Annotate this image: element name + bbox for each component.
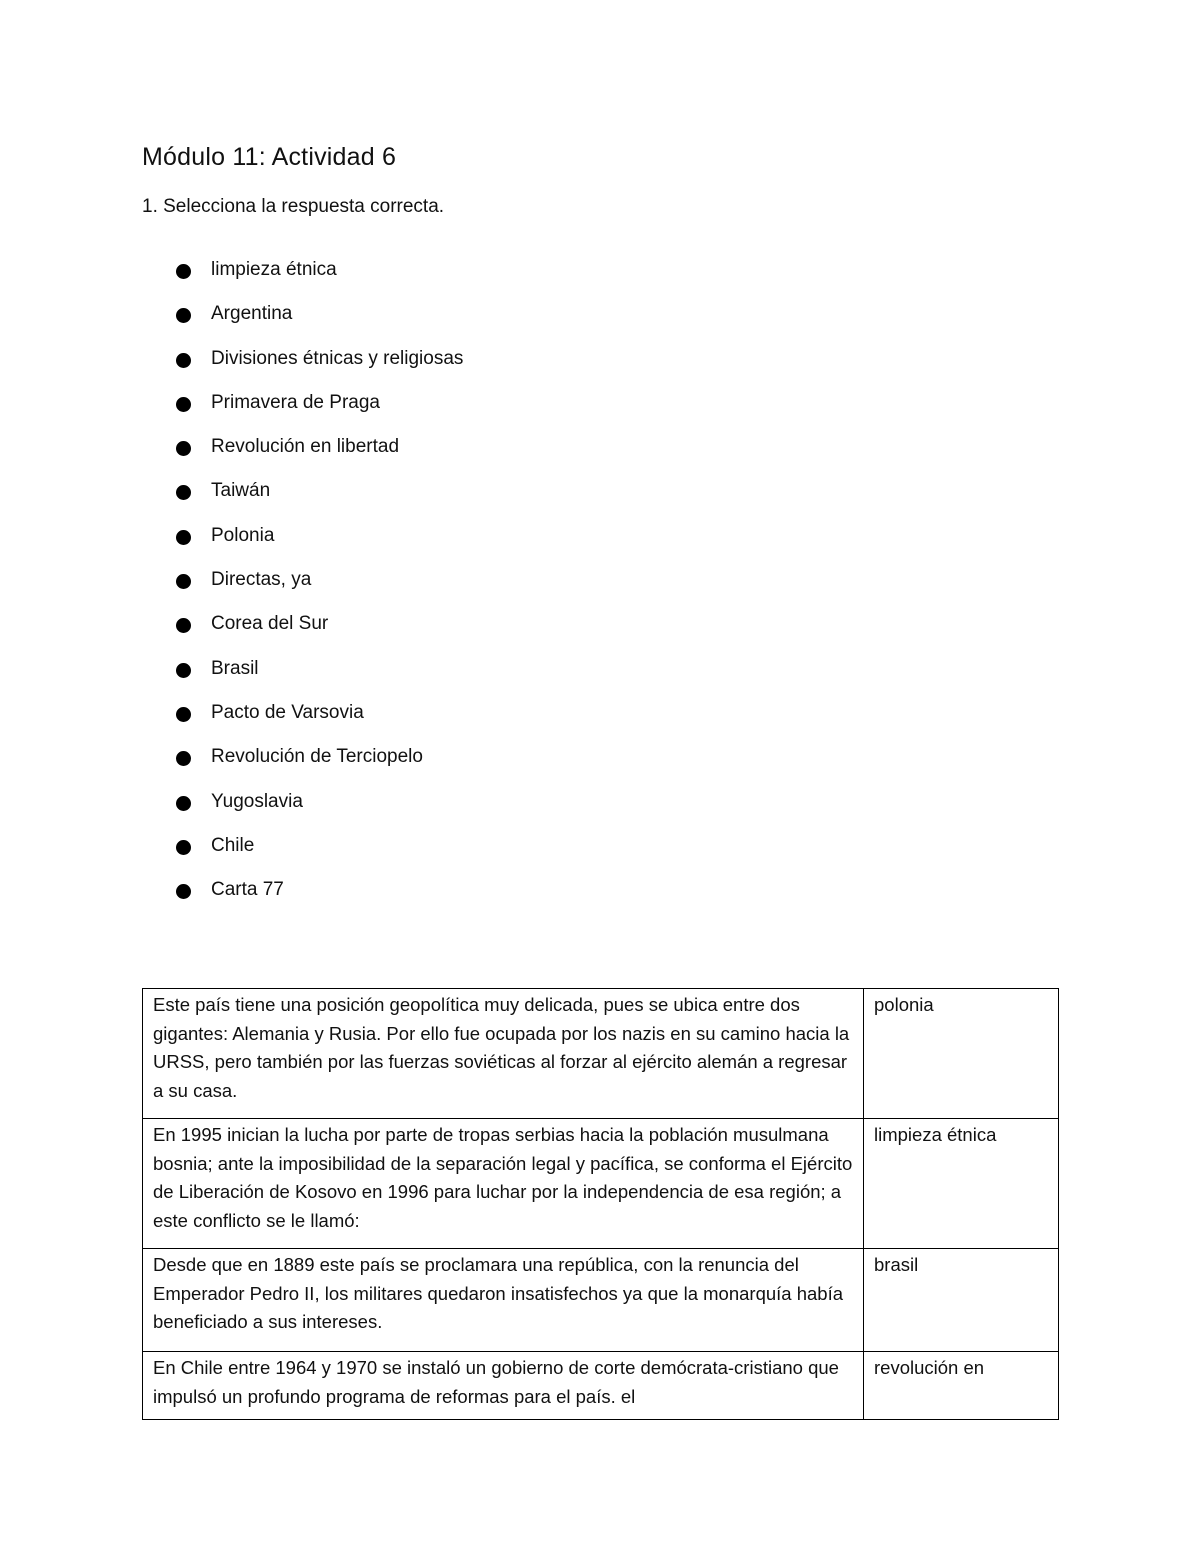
table-row bbox=[143, 1119, 1059, 1249]
list-item bbox=[176, 256, 463, 300]
instruction-text: 1. Selecciona la respuesta correcta. bbox=[142, 196, 445, 217]
question-cell bbox=[143, 1352, 864, 1420]
option-label: Directas, ya bbox=[211, 569, 312, 591]
bullet-icon bbox=[176, 308, 191, 323]
list-item bbox=[176, 345, 463, 389]
table-row bbox=[143, 989, 1059, 1119]
list-item bbox=[176, 433, 463, 477]
list-item bbox=[176, 876, 463, 920]
list-item bbox=[176, 743, 463, 787]
bullet-icon bbox=[176, 530, 191, 545]
bullet-icon bbox=[176, 264, 191, 279]
option-label: Revolución en libertad bbox=[211, 436, 400, 458]
option-label: Argentina bbox=[211, 303, 293, 325]
option-label: Pacto de Varsovia bbox=[211, 701, 364, 723]
bullet-icon bbox=[176, 441, 191, 456]
answer-cell: polonia bbox=[864, 989, 1059, 1119]
list-item bbox=[176, 522, 463, 566]
list-item bbox=[176, 566, 463, 610]
answer-options-list bbox=[176, 256, 463, 920]
table-row bbox=[143, 1352, 1059, 1420]
answer-cell: revolución en bbox=[864, 1352, 1059, 1420]
option-label: Primavera de Praga bbox=[211, 391, 380, 413]
bullet-icon bbox=[176, 353, 191, 368]
option-label: Polonia bbox=[211, 524, 275, 546]
question-text: En Chile entre 1964 y 1970 se instaló un gobierno de corte demócrata-cristiano que impulsó un profundo programa de reformas para el país. el bbox=[153, 1357, 839, 1407]
question-cell: Desde que en 1889 este país se proclamara una república, con la renuncia del Emperador Pedro II, los militares quedaron insatisfechos ya que la monarquía había beneficiado a sus intereses. bbox=[143, 1249, 864, 1352]
option-label: Chile bbox=[211, 834, 255, 856]
answers-table bbox=[142, 988, 1059, 1420]
bullet-icon bbox=[176, 485, 191, 500]
option-label: Divisiones étnicas y religiosas bbox=[211, 347, 464, 369]
bullet-icon bbox=[176, 663, 191, 678]
list-item bbox=[176, 610, 463, 654]
bullet-icon bbox=[176, 840, 191, 855]
option-label: limpieza étnica bbox=[211, 259, 337, 280]
page-title: Módulo 11: Actividad 6 bbox=[142, 143, 397, 171]
bullet-icon bbox=[176, 397, 191, 412]
list-item bbox=[176, 655, 463, 699]
bullet-icon bbox=[176, 574, 191, 589]
bullet-icon bbox=[176, 751, 191, 766]
option-label: Carta 77 bbox=[211, 879, 284, 901]
list-item bbox=[176, 832, 463, 876]
bullet-icon bbox=[176, 707, 191, 722]
answer-cell: brasil bbox=[864, 1249, 1059, 1352]
list-item bbox=[176, 699, 463, 743]
option-label: Taiwán bbox=[211, 480, 271, 502]
list-item bbox=[176, 477, 463, 521]
answer-cell: limpieza étnica bbox=[864, 1119, 1059, 1249]
bullet-icon bbox=[176, 618, 191, 633]
list-item bbox=[176, 300, 463, 344]
table-row bbox=[143, 1249, 1059, 1352]
list-item bbox=[176, 389, 463, 433]
option-label: Yugoslavia bbox=[211, 790, 303, 812]
question-cell: Este país tiene una posición geopolítica muy delicada, pues se ubica entre dos gigantes: Alemania y Rusia. Por ello fue ocupada por los nazis en su camino hacia la URSS, pero también por las fuerzas soviéticas al forzar al ejército alemán a regresar a su casa. bbox=[143, 989, 864, 1119]
option-label: Revolución de Terciopelo bbox=[211, 746, 423, 768]
list-item bbox=[176, 788, 463, 832]
option-label: Brasil bbox=[211, 657, 259, 679]
option-label: Corea del Sur bbox=[211, 613, 329, 635]
bullet-icon bbox=[176, 796, 191, 811]
question-cell: En 1995 inician la lucha por parte de tropas serbias hacia la población musulmana bosnia; ante la imposibilidad de la separación legal y pacífica, se conforma el Ejército de Liberación de Kosovo en 1996 para luchar por la independencia de esa región; a este conflicto se le llamó: bbox=[143, 1119, 864, 1249]
bullet-icon bbox=[176, 884, 191, 899]
